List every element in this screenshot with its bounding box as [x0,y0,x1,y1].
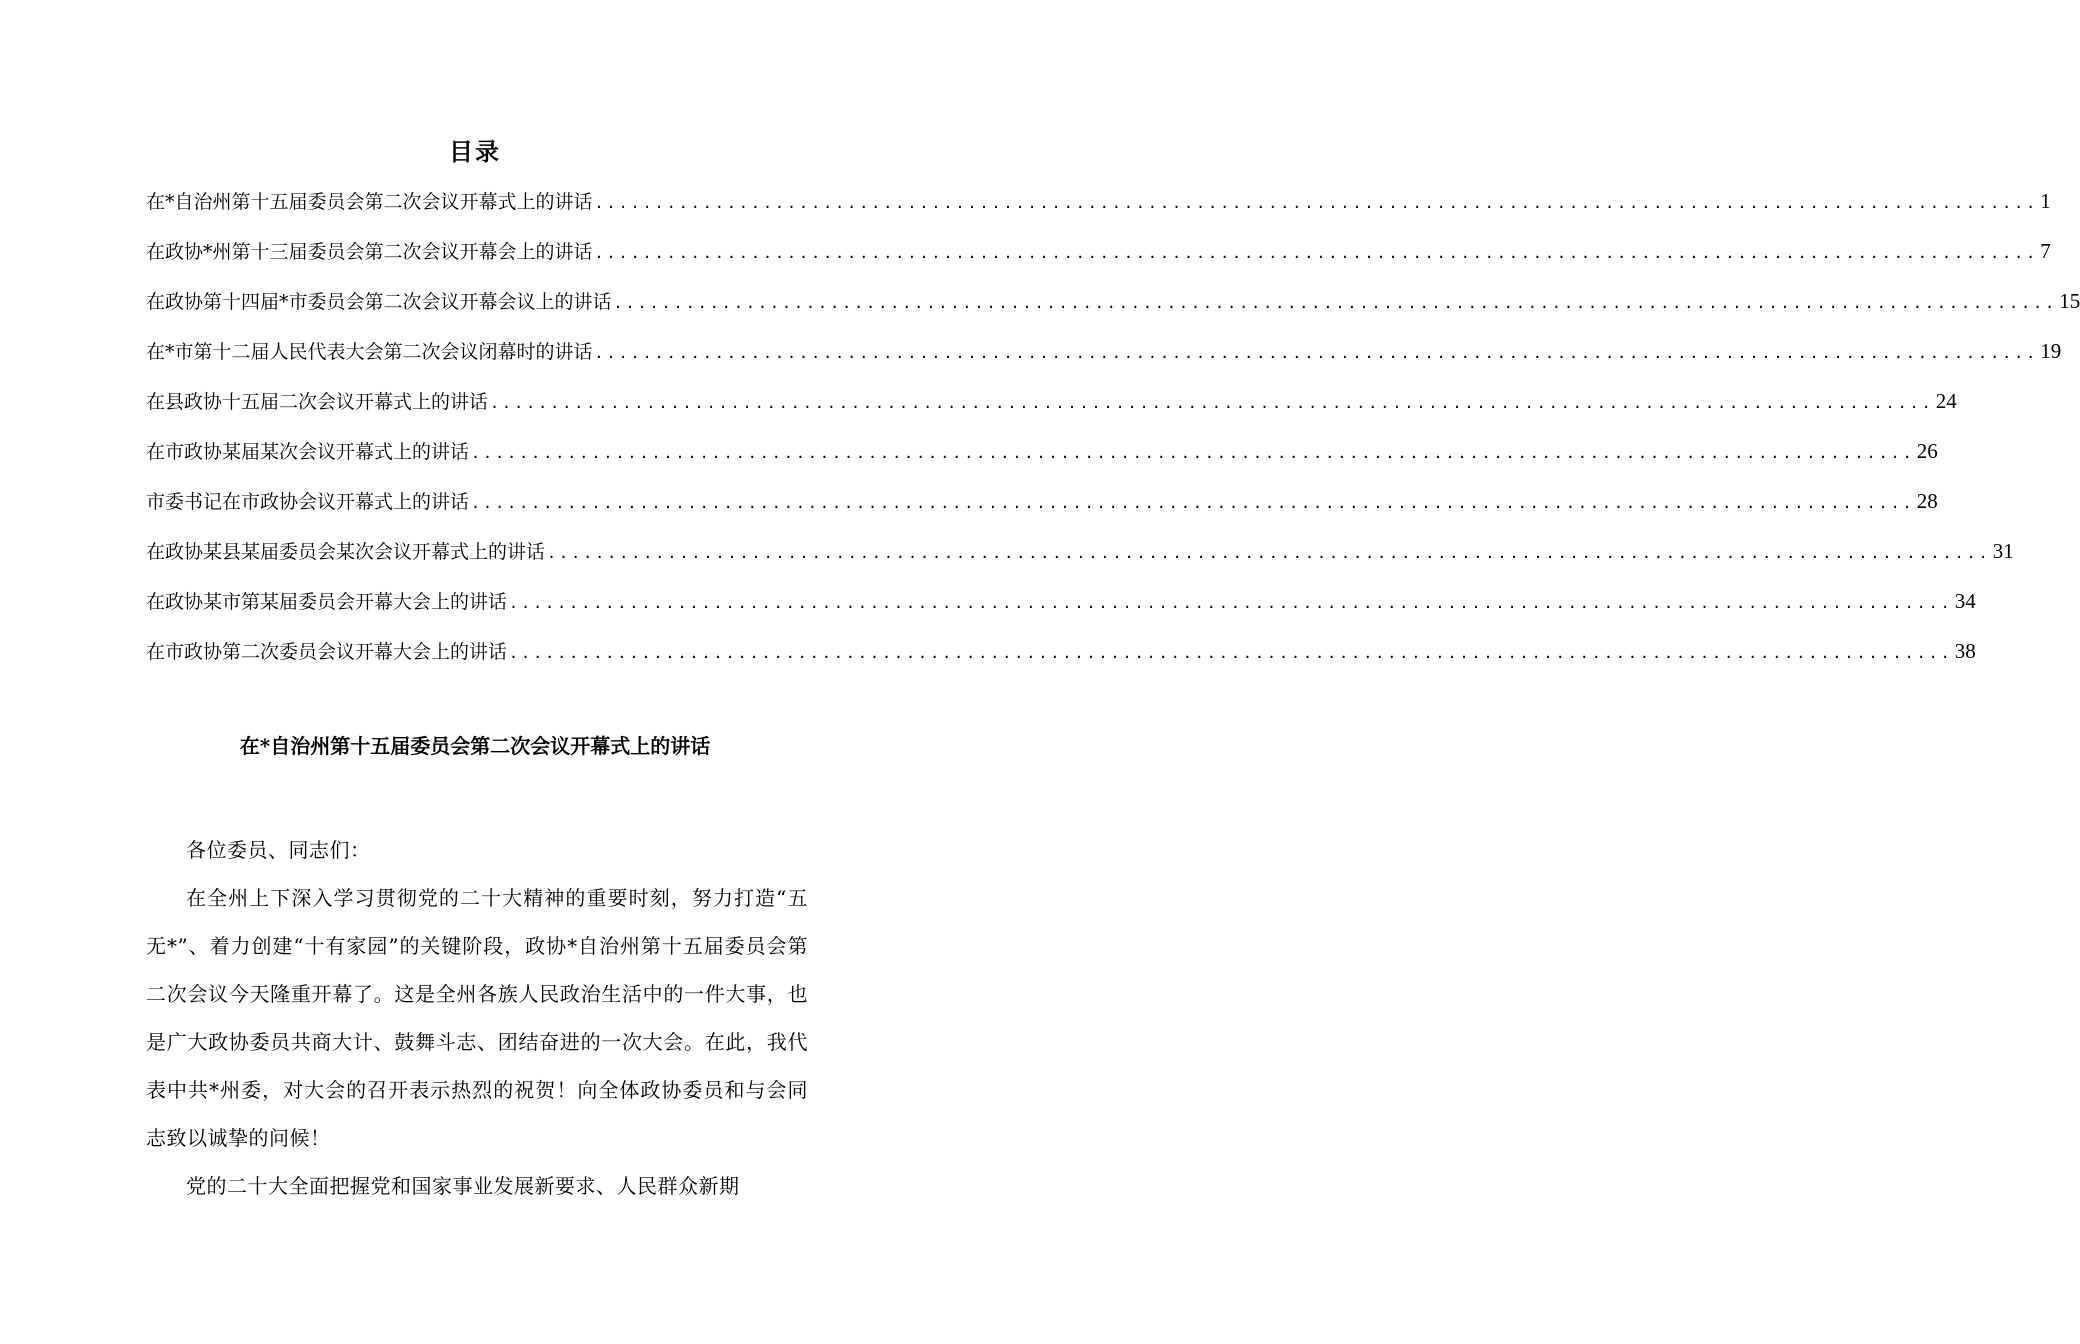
toc-entry[interactable] [146,326,2062,376]
toc-entry[interactable] [146,626,1976,676]
toc-entry[interactable] [146,376,1957,426]
toc-entry[interactable] [146,276,2080,326]
toc-leader-dots: ........................................................................................................................ [490,394,1934,412]
toc-entry-title: 市委书记在市政协会议开幕式上的讲话 [146,491,470,513]
toc-leader-dots: ........................................................................................................................ [509,594,1953,612]
toc-entry-title: 在市政协某届某次会议开幕式上的讲话 [146,441,470,463]
toc-entry-page: 19 [2040,339,2062,363]
toc-leader-dots: ........................................................................................................................ [547,544,1991,562]
toc-entry[interactable] [146,226,2051,276]
toc-entry-page: 34 [1954,589,1976,613]
toc-leader-dots: ........................................................................................................................ [594,194,2039,212]
toc-entry-page: 31 [1992,539,2014,563]
toc-entry-page: 24 [1935,389,1957,413]
toc-leader-dots: ........................................................................................................................ [471,444,1915,462]
toc-leader-dots: ........................................................................................................................ [613,294,2058,312]
toc-entry-title: 在市政协第二次委员会议开幕大会上的讲话 [146,641,508,663]
toc-entry[interactable] [146,426,1938,476]
toc-entry-title: 在县政协十五届二次会议开幕式上的讲话 [146,391,489,413]
toc-entry-page: 15 [2059,289,2080,313]
toc-title: 目录 [449,137,501,166]
toc-entry-title: 在*自治州第十五届委员会第二次会议开幕式上的讲话 [146,191,593,213]
article-title: 在*自治州第十五届委员会第二次会议开幕式上的讲话 [239,734,711,758]
body-paragraph: 党的二十大全面把握党和国家事业发展新要求、人民群众新期 [186,1174,740,1198]
toc-entry-page: 38 [1954,639,1976,663]
toc-entry-page: 1 [2040,189,2051,213]
toc-entry-page: 28 [1916,489,1938,513]
toc-entry[interactable] [146,576,1976,626]
toc-entry-title: 在政协某县某届委员会某次会议开幕式上的讲话 [146,541,546,563]
article-body [146,826,808,1210]
toc-leader-dots: ........................................................................................................................ [594,344,2039,362]
toc-entry[interactable] [146,176,2051,226]
toc-entry[interactable] [146,526,2014,576]
toc-leader-dots: ........................................................................................................................ [594,244,2039,262]
toc-entry-title: 在政协*州第十三届委员会第二次会议开幕会上的讲话 [146,241,593,263]
toc-leader-dots: ........................................................................................................................ [471,494,1915,512]
body-paragraph: 在全州上下深入学习贯彻党的二十大精神的重要时刻，努力打造“五无*”、着力创建“十有家园”的关键阶段，政协*自治州第十五届委员会第二次会议今天隆重开幕了。这是全州各族人民政治生活中的一件大事，也是广大政协委员共商大计、鼓舞斗志、团结奋进的一次大会。在此，我代表中共*州委，对大会的召开表示热烈的祝贺！向全体政协委员和与会同志致以诚挚的问候！ [146,886,808,1150]
toc-entry[interactable] [146,476,1938,526]
toc-leader-dots: ........................................................................................................................ [509,644,1953,662]
toc-entry-title: 在政协第十四届*市委员会第二次会议开幕会议上的讲话 [146,291,612,313]
table-of-contents [146,176,2080,676]
toc-entry-page: 7 [2040,239,2051,263]
toc-entry-page: 26 [1916,439,1938,463]
toc-entry-title: 在政协某市第某届委员会开幕大会上的讲话 [146,591,508,613]
toc-entry-title: 在*市第十二届人民代表大会第二次会议闭幕时的讲话 [146,341,593,363]
salutation-paragraph: 各位委员、同志们： [186,838,371,862]
